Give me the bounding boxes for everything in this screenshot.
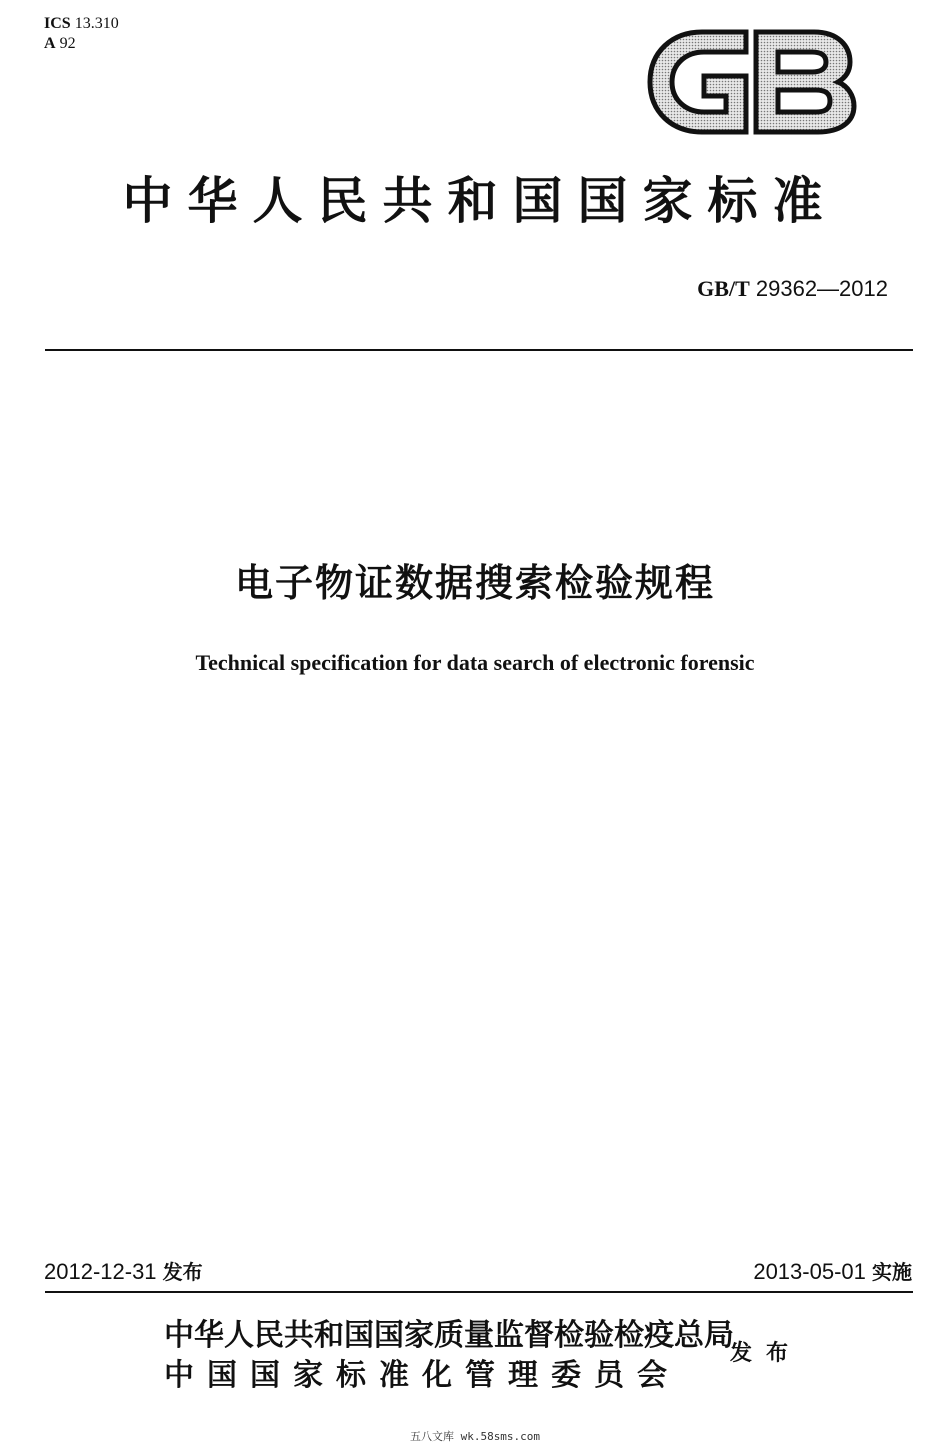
ccs-code: 92 bbox=[59, 35, 76, 52]
standard-code: 29362—2012 bbox=[755, 276, 888, 301]
watermark-footer: 五八文库 wk.58sms.com bbox=[409, 1430, 541, 1443]
standard-category-title: 中华人民共和国国家标准 bbox=[122, 171, 838, 230]
ics-label: ICS bbox=[44, 15, 71, 32]
standard-number bbox=[697, 276, 888, 302]
issue-label: 发布 bbox=[162, 1260, 203, 1284]
effective-date bbox=[753, 1256, 912, 1285]
document-title-en: Technical specification for data search of electronic forensic bbox=[195, 650, 755, 675]
effective-date-value: 2013-05-01 bbox=[753, 1259, 866, 1284]
effective-label: 实施 bbox=[872, 1260, 912, 1284]
issue-date bbox=[44, 1256, 203, 1285]
issuer-aqsiq: 中华人民共和国国家质量监督检验检疫总局 bbox=[164, 1318, 734, 1353]
ccs-label: A bbox=[44, 35, 56, 52]
gb-logo bbox=[646, 26, 858, 138]
ics-code: 13.310 bbox=[74, 15, 119, 32]
publish-label: 发布 bbox=[730, 1340, 803, 1366]
issuing-authorities bbox=[164, 1316, 734, 1396]
document-title-cn: 电子物证数据搜索检验规程 bbox=[234, 561, 715, 605]
ccs-row bbox=[44, 34, 125, 54]
standard-prefix: GB/T bbox=[697, 276, 750, 301]
issue-date-value: 2012-12-31 bbox=[44, 1259, 157, 1284]
bottom-divider bbox=[45, 1291, 913, 1293]
classification-codes bbox=[44, 14, 125, 54]
top-divider bbox=[45, 349, 913, 351]
ics-row bbox=[44, 14, 125, 34]
issuer-sac: 中国国家标准化管理委员会 bbox=[164, 1358, 680, 1393]
